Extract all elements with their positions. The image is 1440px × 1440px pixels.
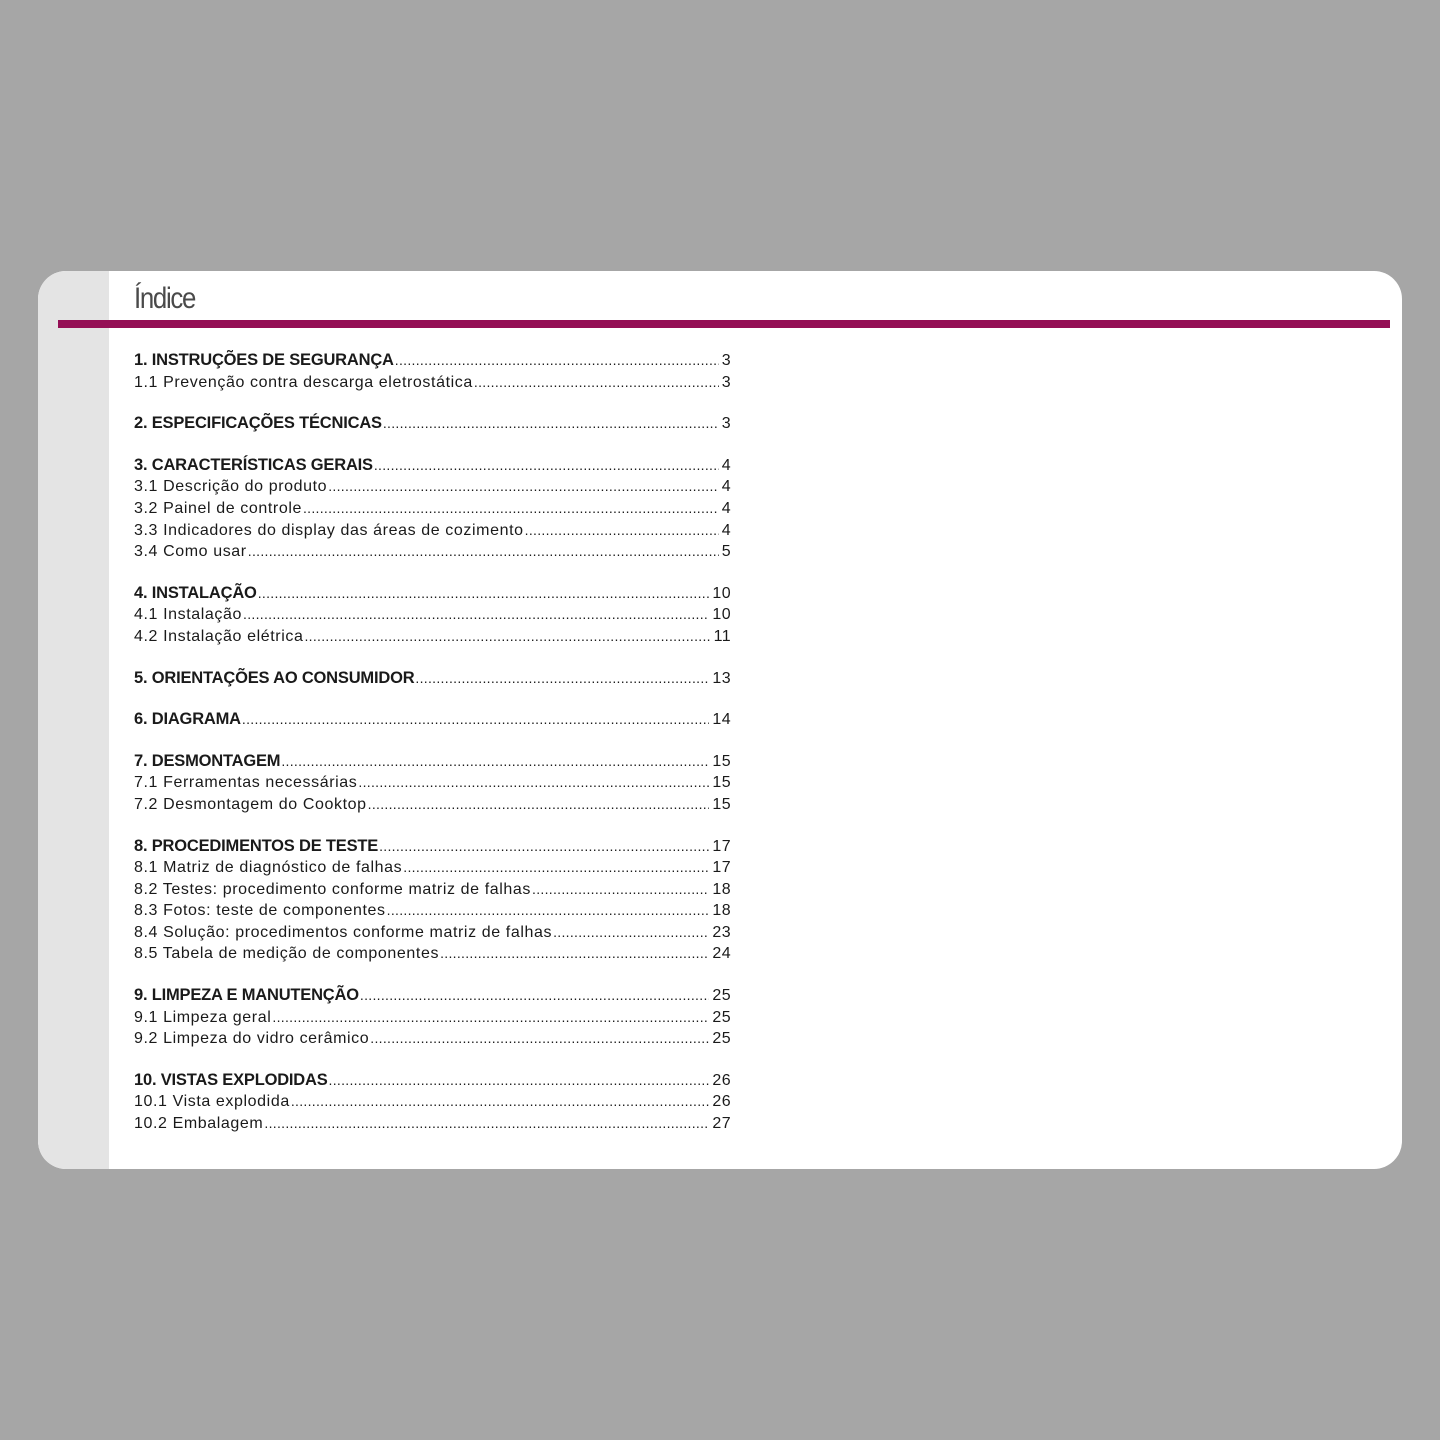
- toc-page-number: 15: [712, 795, 731, 813]
- toc-subsection-entry[interactable]: [134, 541, 731, 563]
- dot-leader: [525, 520, 719, 542]
- dot-leader: [328, 476, 719, 498]
- toc-section: [134, 1070, 731, 1135]
- toc-entry-label: 3.3 Indicadores do display das áreas de cozimento: [134, 521, 524, 539]
- dot-leader: [474, 372, 719, 394]
- document-page: [38, 271, 1402, 1169]
- dot-leader: [403, 857, 709, 879]
- dot-leader: [374, 455, 719, 477]
- dot-leader: [242, 709, 710, 731]
- toc-page-number: 26: [712, 1093, 731, 1111]
- toc-subsection-entry[interactable]: [134, 772, 731, 794]
- toc-page-number: 4: [721, 521, 731, 539]
- toc-page-number: 17: [712, 837, 731, 855]
- toc-entry-label: 9.1 Limpeza geral: [134, 1008, 272, 1026]
- toc-page-number: 10: [712, 584, 731, 602]
- toc-page-number: 18: [712, 880, 731, 898]
- toc-section: [134, 836, 731, 966]
- toc-page-number: 4: [721, 478, 731, 496]
- toc-entry-label: 1.1 Prevenção contra descarga eletrostática: [134, 373, 473, 391]
- toc-chapter-entry[interactable]: [134, 350, 731, 372]
- dot-leader: [281, 751, 709, 773]
- toc-subsection-entry[interactable]: [134, 1007, 731, 1029]
- toc-subsection-entry[interactable]: [134, 1113, 731, 1135]
- toc-subsection-entry[interactable]: [134, 794, 731, 816]
- toc-section: [134, 668, 731, 690]
- toc-section: [134, 350, 731, 393]
- title-underline-bar: [58, 320, 1390, 328]
- toc-chapter-entry[interactable]: [134, 709, 731, 731]
- toc-page-number: 24: [712, 945, 731, 963]
- toc-page-number: 14: [712, 711, 731, 729]
- dot-leader: [360, 985, 710, 1007]
- toc-section: [134, 709, 731, 731]
- toc-chapter-entry[interactable]: [134, 751, 731, 773]
- toc-entry-label: 6. DIAGRAMA: [134, 710, 241, 729]
- toc-page-number: 15: [712, 752, 731, 770]
- toc-section: [134, 751, 731, 816]
- toc-entry-label: 2. ESPECIFICAÇÕES TÉCNICAS: [134, 414, 382, 433]
- toc-entry-label: 3.4 Como usar: [134, 543, 247, 561]
- toc-subsection-entry[interactable]: [134, 604, 731, 626]
- toc-entry-label: 4. INSTALAÇÃO: [134, 583, 257, 602]
- toc-entry-label: 8. PROCEDIMENTOS DE TESTE: [134, 836, 379, 855]
- toc-entry-label: 8.5 Tabela de medição de componentes: [134, 945, 440, 963]
- toc-subsection-entry[interactable]: [134, 626, 731, 648]
- toc-page-number: 25: [712, 1008, 731, 1026]
- dot-leader: [387, 900, 710, 922]
- dot-leader: [395, 350, 719, 372]
- toc-entry-label: 8.4 Solução: procedimentos conforme matriz de falhas: [134, 923, 553, 941]
- dot-leader: [532, 879, 709, 901]
- toc-chapter-entry[interactable]: [134, 668, 731, 690]
- toc-entry-label: 10.2 Embalagem: [134, 1115, 264, 1133]
- toc-entry-label: 9. LIMPEZA E MANUTENÇÃO: [134, 986, 359, 1005]
- toc-page-number: 4: [721, 456, 731, 474]
- toc-page-number: 10: [712, 606, 731, 624]
- toc-section: [134, 413, 731, 435]
- dot-leader: [370, 1028, 709, 1050]
- toc-page-number: 3: [721, 352, 731, 369]
- toc-chapter-entry[interactable]: [134, 836, 731, 858]
- table-of-contents: [134, 350, 731, 1155]
- dot-leader: [272, 1007, 709, 1029]
- dot-leader: [553, 922, 709, 944]
- toc-entry-label: 8.2 Testes: procedimento conforme matriz de falhas: [134, 880, 531, 898]
- toc-entry-label: 7.2 Desmontagem do Cooktop: [134, 795, 367, 813]
- toc-entry-label: 7.1 Ferramentas necessárias: [134, 774, 358, 792]
- toc-entry-label: 8.1 Matriz de diagnóstico de falhas: [134, 859, 403, 877]
- toc-chapter-entry[interactable]: [134, 1070, 731, 1092]
- page-title: Índice: [134, 282, 196, 315]
- dot-leader: [258, 583, 710, 605]
- toc-page-number: 3: [721, 415, 731, 433]
- toc-page-number: 5: [721, 543, 731, 561]
- toc-subsection-entry[interactable]: [134, 520, 731, 542]
- toc-entry-label: 8.3 Fotos: teste de componentes: [134, 902, 386, 920]
- toc-subsection-entry[interactable]: [134, 900, 731, 922]
- toc-entry-label: 7. DESMONTAGEM: [134, 751, 281, 770]
- dot-leader: [264, 1113, 709, 1135]
- toc-page-number: 25: [712, 987, 731, 1005]
- dot-leader: [248, 541, 719, 563]
- toc-page-number: 3: [721, 373, 731, 391]
- toc-subsection-entry[interactable]: [134, 857, 731, 879]
- toc-subsection-entry[interactable]: [134, 372, 731, 394]
- toc-subsection-entry[interactable]: [134, 922, 731, 944]
- toc-page-number: 4: [721, 499, 731, 517]
- dot-leader: [368, 794, 710, 816]
- toc-entry-label: 10. VISTAS EXPLODIDAS: [134, 1070, 328, 1089]
- toc-page-number: 13: [712, 669, 731, 687]
- toc-chapter-entry[interactable]: [134, 455, 731, 477]
- toc-chapter-entry[interactable]: [134, 985, 731, 1007]
- toc-section: [134, 985, 731, 1050]
- toc-entry-label: 9.2 Limpeza do vidro cerâmico: [134, 1030, 370, 1048]
- toc-page-number: 11: [713, 627, 731, 645]
- toc-page-number: 23: [712, 923, 731, 941]
- toc-subsection-entry[interactable]: [134, 879, 731, 901]
- toc-entry-label: 4.1 Instalação: [134, 606, 243, 624]
- toc-page-number: 18: [712, 902, 731, 920]
- toc-entry-label: 4.2 Instalação elétrica: [134, 627, 304, 645]
- toc-page-number: 26: [712, 1071, 731, 1089]
- toc-page-number: 15: [712, 774, 731, 792]
- toc-subsection-entry[interactable]: [134, 943, 731, 965]
- toc-section: [134, 583, 731, 648]
- toc-page-number: 25: [712, 1030, 731, 1048]
- side-margin-strip: [38, 271, 109, 1169]
- dot-leader: [291, 1091, 710, 1113]
- toc-subsection-entry[interactable]: [134, 498, 731, 520]
- dot-leader: [383, 413, 719, 435]
- dot-leader: [303, 498, 719, 520]
- dot-leader: [379, 836, 709, 858]
- dot-leader: [358, 772, 709, 794]
- toc-subsection-entry[interactable]: [134, 1028, 731, 1050]
- toc-subsection-entry[interactable]: [134, 1091, 731, 1113]
- dot-leader: [440, 943, 709, 965]
- dot-leader: [329, 1070, 710, 1092]
- toc-entry-label: 10.1 Vista explodida: [134, 1093, 290, 1111]
- toc-entry-label: 3.1 Descrição do produto: [134, 478, 328, 496]
- toc-page-number: 27: [712, 1115, 731, 1133]
- toc-section: [134, 455, 731, 563]
- toc-page-number: 17: [712, 859, 731, 877]
- dot-leader: [243, 604, 709, 626]
- toc-chapter-entry[interactable]: [134, 413, 731, 435]
- toc-entry-label: 3. CARACTERÍSTICAS GERAIS: [134, 455, 373, 474]
- toc-entry-label: 3.2 Painel de controle: [134, 499, 302, 517]
- toc-subsection-entry[interactable]: [134, 476, 731, 498]
- toc-chapter-entry[interactable]: [134, 583, 731, 605]
- toc-entry-label: 5. ORIENTAÇÕES AO CONSUMIDOR: [134, 668, 415, 687]
- toc-entry-label: 1. INSTRUÇÕES DE SEGURANÇA: [134, 351, 394, 369]
- dot-leader: [415, 668, 709, 690]
- dot-leader: [304, 626, 710, 648]
